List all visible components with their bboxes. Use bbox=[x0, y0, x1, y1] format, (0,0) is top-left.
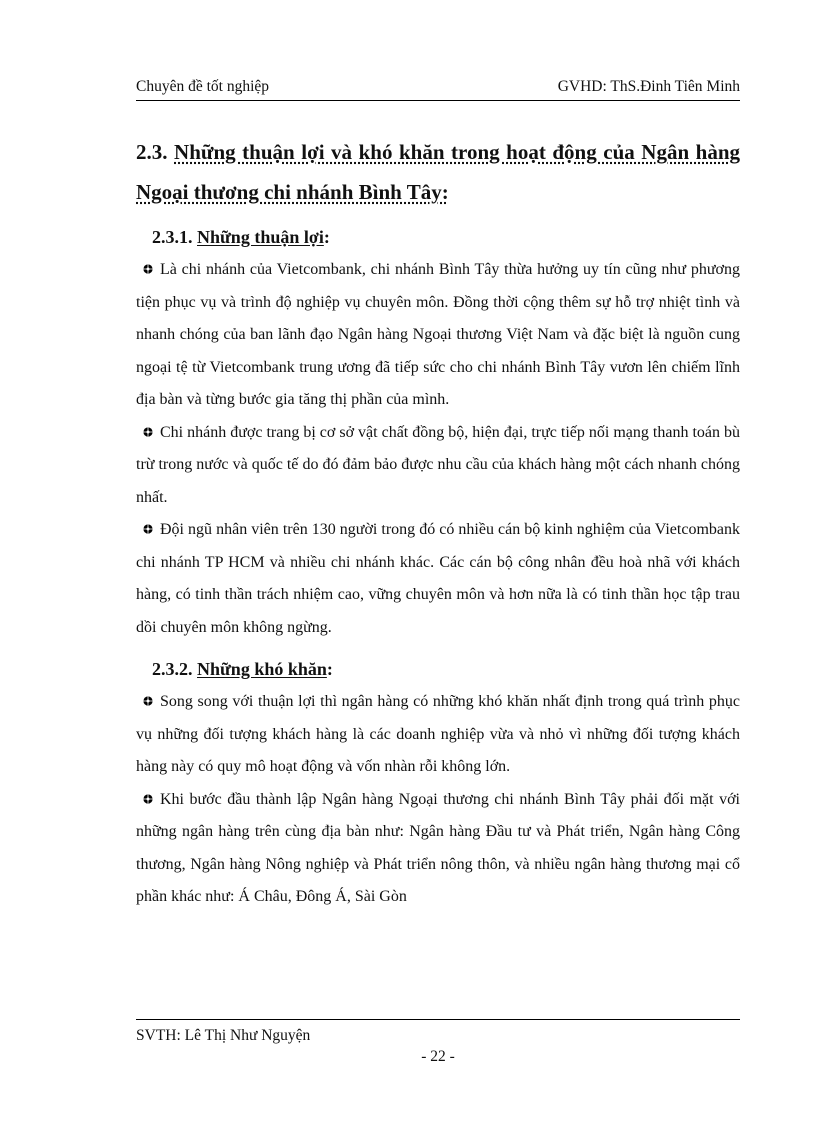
paragraph bbox=[136, 514, 740, 644]
paragraph bbox=[136, 686, 740, 784]
paragraph-text: Song song với thuận lợi thì ngân hàng có những khó khăn nhất định trong quá trình phục vụ những đối tượng khách hàng là các doanh nghiệp vừa và nhỏ vì những đối tượng khách hàng này có quy mô hoạt động và vốn nhàn rỗi không lớn. bbox=[136, 693, 740, 775]
subsection-title: Những thuận lợi bbox=[197, 227, 324, 247]
subsection-colon: : bbox=[326, 659, 333, 679]
page-header bbox=[136, 78, 740, 101]
header-supervisor: GVHD: ThS.Đinh Tiên Minh bbox=[557, 78, 740, 95]
subsection-heading-difficulties bbox=[152, 652, 740, 686]
subsection-colon: : bbox=[323, 227, 330, 247]
paragraph-text: Đội ngũ nhân viên trên 130 người trong đó có nhiều cán bộ kinh nghiệm của Vietcombank chi nhánh TP HCM và nhiều chi nhánh khác. Các cán bộ công nhân đều hoà nhã với khách hàng, có tinh thần trách nhiệm cao, vững chuyên môn và hơn nữa là có tinh thần học tập trau dồi chuyên môn không ngừng. bbox=[136, 521, 740, 636]
flower-bullet-icon bbox=[143, 696, 153, 706]
subsection-number: 2.3.2. bbox=[152, 659, 193, 679]
page-footer bbox=[136, 1019, 740, 1065]
paragraph-text: Khi bước đầu thành lập Ngân hàng Ngoại thương chi nhánh Bình Tây phải đối mặt với những ngân hàng trên cùng địa bàn như: Ngân hàng Đầu tư và Phát triển, Ngân hàng Công thương, Ngân hàng Nông nghiệp và Phát triển nông thôn, và nhiều ngân hàng thương mại cổ phần khác như: Á Châu, Đông Á, Sài Gòn bbox=[136, 790, 740, 905]
subsection-heading-advantages bbox=[152, 220, 740, 254]
flower-bullet-icon bbox=[143, 264, 153, 274]
subsection-title: Những khó khăn bbox=[197, 659, 327, 679]
paragraph-text: Là chi nhánh của Vietcombank, chi nhánh Bình Tây thừa hưởng uy tín cũng như phương tiện phục vụ và trình độ nghiệp vụ chuyên môn. Đồng thời cộng thêm sự hỗ trợ nhiệt tình và nhanh chóng của ban lãnh đạo Ngân hàng Ngoại thương Việt Nam và đặc biệt là nguồn cung ngoại tệ từ Vietcombank trung ương đã tiếp sức cho chi nhánh Bình Tây vươn lên chiếm lĩnh địa bàn và từng bước gia tăng thị phần của mình. bbox=[136, 261, 740, 408]
paragraph bbox=[136, 254, 740, 417]
flower-bullet-icon bbox=[143, 794, 153, 804]
section-heading bbox=[136, 132, 740, 212]
subsection-number: 2.3.1. bbox=[152, 227, 193, 247]
footer-student: SVTH: Lê Thị Như Nguyện bbox=[136, 1027, 311, 1044]
paragraph-text: Chi nhánh được trang bị cơ sở vật chất đồng bộ, hiện đại, trực tiếp nối mạng thanh toán bù trừ trong nước và quốc tế do đó đảm bảo được nhu cầu của khách hàng một cách nhanh chóng nhất. bbox=[136, 423, 740, 506]
header-course-title: Chuyên đề tốt nghiệp bbox=[136, 78, 270, 95]
flower-bullet-icon bbox=[143, 427, 153, 437]
section-number: 2.3. bbox=[136, 140, 168, 164]
page-content bbox=[136, 132, 740, 914]
paragraph bbox=[136, 417, 740, 515]
section-title: Những thuận lợi và khó khăn trong hoạt động của Ngân hàng Ngoại thương chi nhánh Bình Tây: bbox=[136, 140, 741, 204]
page-number: - 22 - bbox=[421, 1048, 455, 1065]
flower-bullet-icon bbox=[143, 524, 153, 534]
paragraph bbox=[136, 784, 740, 914]
